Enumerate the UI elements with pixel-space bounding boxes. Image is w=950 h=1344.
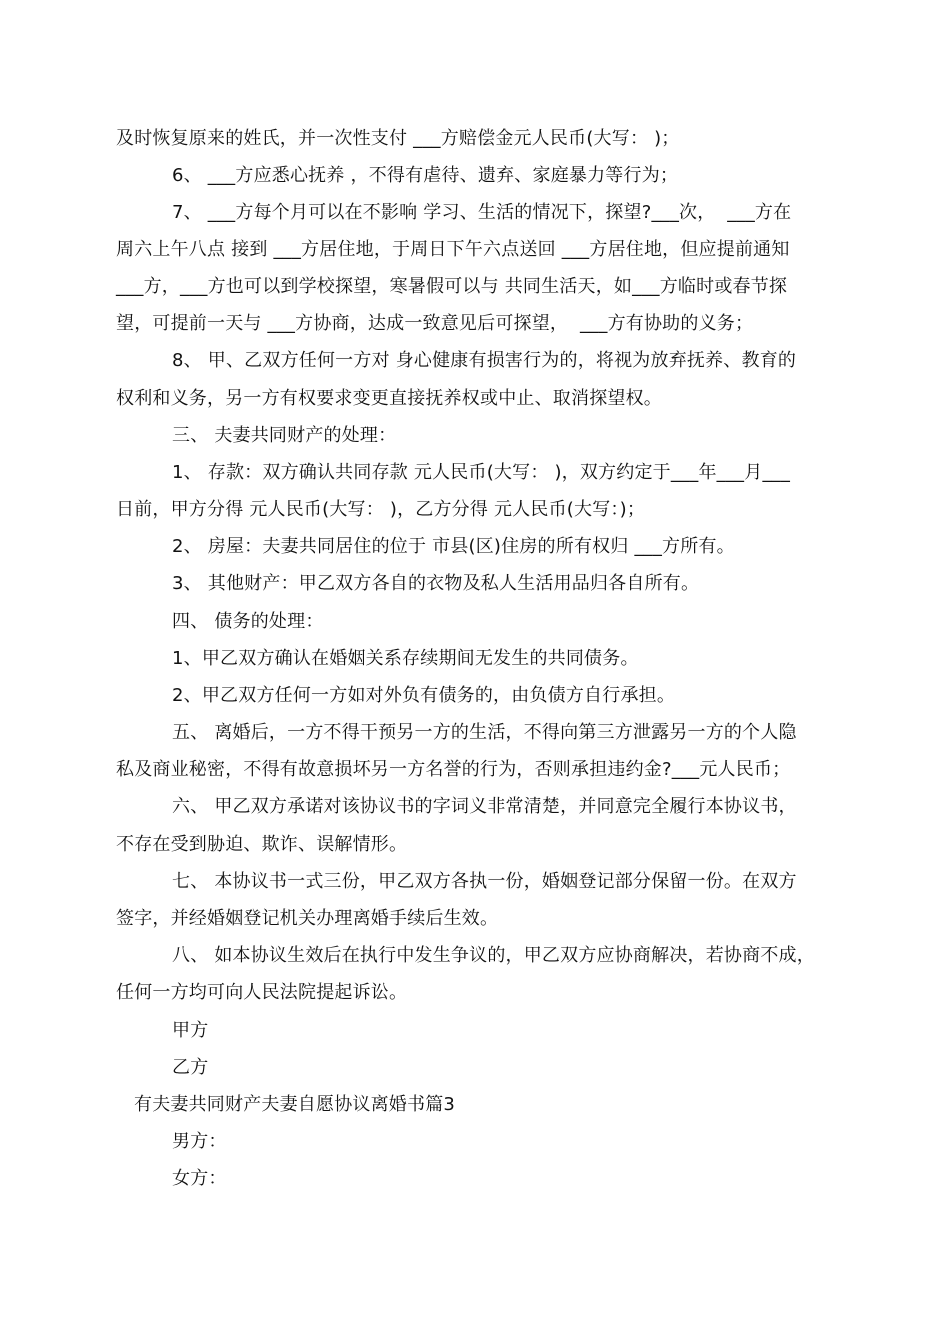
text-line: 签字，并经婚姻登记机关办理离婚手续后生效。 — [116, 908, 499, 929]
text-line: 1、甲乙双方确认在婚姻关系存续期间无发生的共同债务。 — [172, 648, 639, 669]
text-line: 7、 ___方每个月可以在不影响 学习、生活的情况下，探望?___次， ___方在 — [172, 202, 792, 223]
text-line: 2、 房屋：夫妻共同居住的位于 市县(区)住房的所有权归 ___方所有。 — [172, 536, 735, 557]
document-subtitle: 有夫妻共同财产夫妻自愿协议离婚书篇3 — [134, 1094, 456, 1115]
text-line: 及时恢复原来的姓氏，并一次性支付 ___方赔偿金元人民币(大写： )； — [116, 128, 680, 149]
text-line: 8、 甲、乙双方任何一方对 身心健康有损害行为的，将视为放弃抚养、教育的 — [172, 350, 797, 371]
female-party-label: 女方： — [172, 1168, 227, 1189]
party-b-label: 乙方 — [172, 1057, 209, 1078]
male-party-label: 男方： — [172, 1131, 227, 1152]
text-line: 周六上午八点 接到 ___方居住地，于周日下午六点送回 ___方居住地，但应提前通知 — [116, 239, 790, 260]
text-line: 八、 如本协议生效后在执行中发生争议的，甲乙双方应协商解决，若协商不成， — [172, 945, 815, 966]
text-line: 2、甲乙双方任何一方如对外负有债务的，由负债方自行承担。 — [172, 685, 676, 706]
text-line: 日前，甲方分得 元人民币(大写： )，乙方分得 元人民币(大写：)； — [116, 499, 646, 520]
section-heading: 三、 夫妻共同财产的处理： — [172, 425, 397, 446]
text-line: ___方，___方也可以到学校探望，寒暑假可以与 共同生活天，如___方临时或春节探 — [116, 276, 788, 297]
text-line: 七、 本协议书一式三份，甲乙双方各执一份，婚姻登记部分保留一份。在双方 — [172, 871, 797, 892]
text-line: 任何一方均可向人民法院提起诉讼。 — [116, 982, 408, 1003]
text-line: 望，可提前一天与 ___方协商，达成一致意见后可探望， ___方有协助的义务； — [116, 313, 754, 334]
text-line: 私及商业秘密，不得有故意损坏另一方名誉的行为，否则承担违约金?___元人民币； — [116, 759, 791, 780]
text-line: 权利和义务，另一方有权要求变更直接抚养权或中止、取消探望权。 — [116, 388, 662, 409]
party-a-label: 甲方 — [172, 1020, 209, 1041]
text-line: 1、 存款：双方确认共同存款 元人民币(大写： )，双方约定于___年___月___ — [172, 462, 791, 483]
text-line: 六、 甲乙双方承诺对该协议书的字词义非常清楚，并同意完全履行本协议书， — [172, 796, 797, 817]
text-line: 不存在受到胁迫、欺诈、误解情形。 — [116, 834, 408, 855]
text-line: 6、 ___方应悉心抚养 ，不得有虐待、遗弃、家庭暴力等行为； — [172, 165, 679, 186]
section-heading: 四、 债务的处理： — [172, 611, 324, 632]
text-line: 3、 其他财产：甲乙双方各自的衣物及私人生活用品归各自所有。 — [172, 573, 700, 594]
text-line: 五、 离婚后，一方不得干预另一方的生活，不得向第三方泄露另一方的个人隐 — [172, 722, 797, 743]
